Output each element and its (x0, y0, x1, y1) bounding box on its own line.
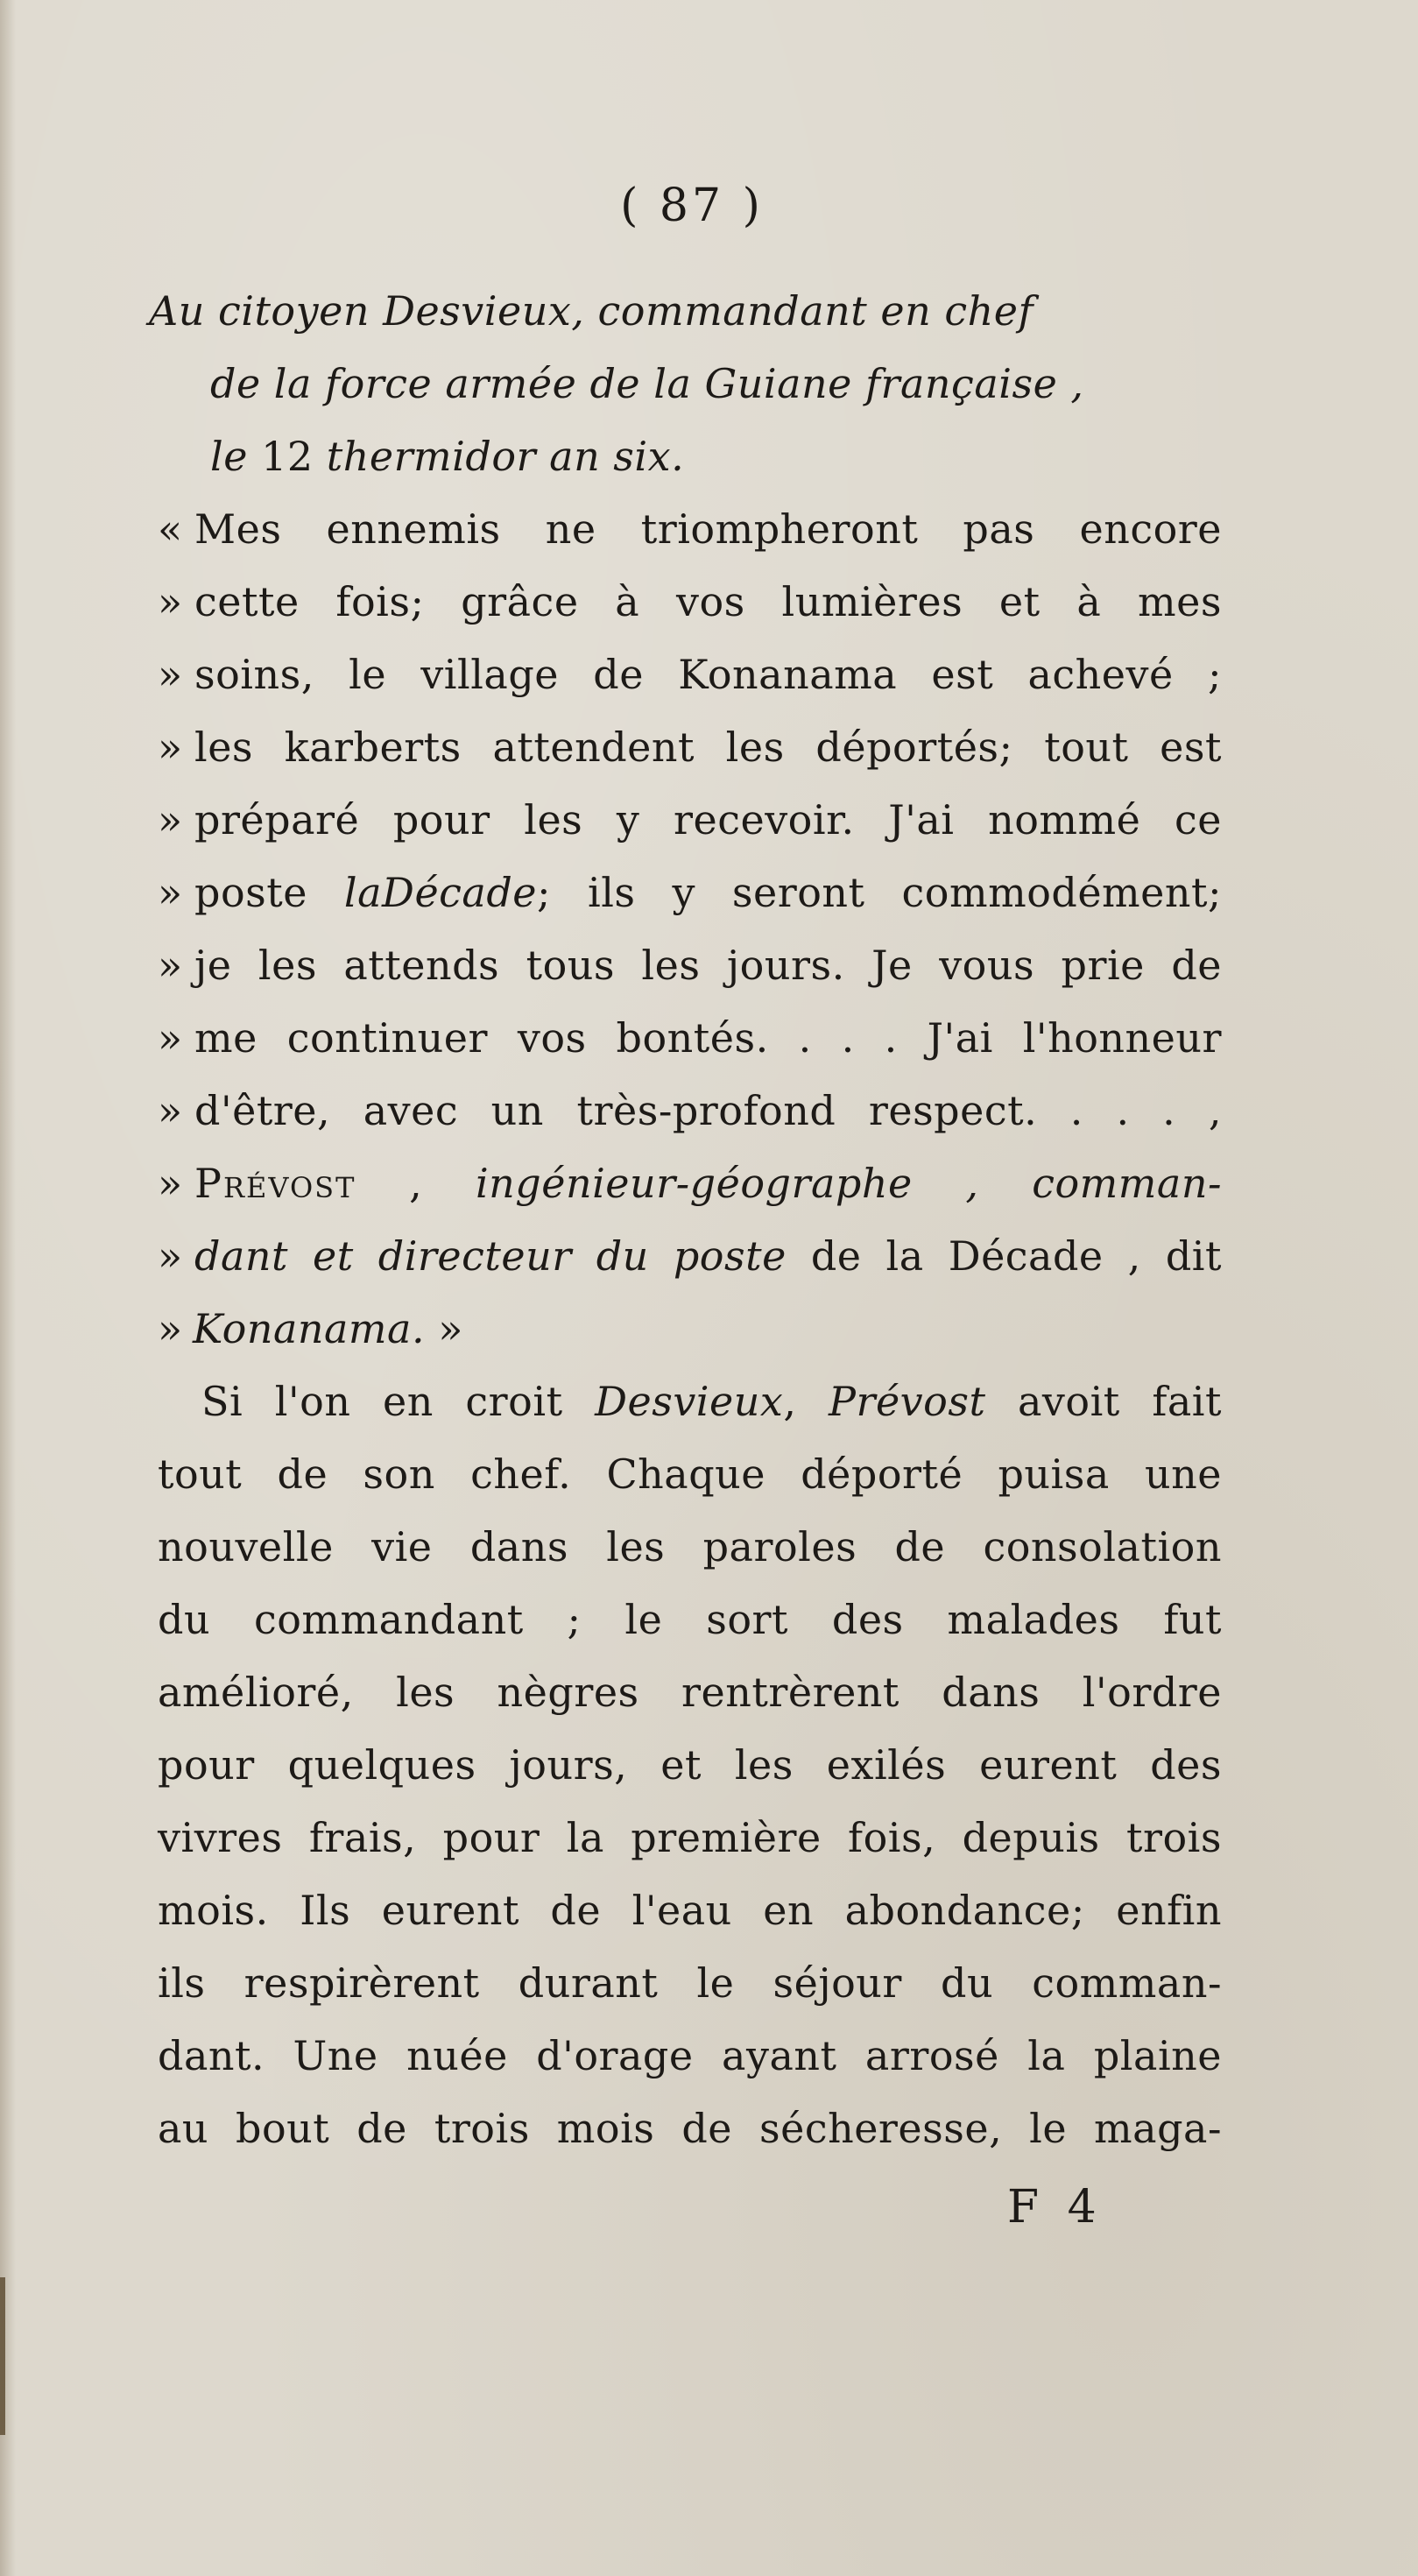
letter-line-1 (158, 503, 1222, 555)
signature-mark: F 4 (1007, 2181, 1104, 2234)
quote-mark: » (158, 578, 183, 625)
quote-mark: » (158, 1160, 183, 1207)
paragraph-line-9: ils respirèrent durant le séjour du comman- (158, 1959, 1222, 2007)
paragraph-line-7: vivres frais, pour la première fois, depuis trois (158, 1814, 1222, 1861)
paragraph-line-10: dant. Une nuée d'orage ayant arrosé la plaine (158, 2032, 1222, 2079)
quote-mark: » (158, 1014, 183, 1062)
paragraph-line-5: amélioré, les nègres rentrèrent dans l'ordre (158, 1669, 1222, 1716)
address-line-3-day: 12 (261, 433, 314, 480)
letter-line-10-sep: , (356, 1160, 476, 1207)
place-name-konanama: Konanama. (193, 1305, 426, 1352)
paragraph-line-1-text-a: Si l'on en croit (201, 1378, 596, 1425)
paragraph-line-1 (201, 1375, 1222, 1428)
letter-line-8-text: me continuer vos bontés. . . . J'ai l'honneur (194, 1014, 1222, 1062)
page-number-header: ( 87 ) (620, 180, 764, 232)
signatory-name: Prévost (194, 1160, 356, 1207)
letter-line-6-text-b: ; ils y seront commodément; (537, 869, 1223, 916)
letter-line-9-text: d'être, avec un très-profond respect. . . . , (194, 1087, 1222, 1134)
letter-line-6 (158, 866, 1222, 919)
paragraph-line-1-text-c: avoit fait (985, 1378, 1222, 1425)
paragraph-line-6: pour quelques jours, et les exilés eurent des (158, 1741, 1222, 1789)
letter-line-3-text: soins, le village de Konanama est achevé ; (194, 651, 1222, 698)
letter-line-10 (158, 1157, 1222, 1210)
quote-mark: » (158, 942, 183, 989)
letter-line-9 (158, 1084, 1222, 1137)
letter-line-2 (158, 575, 1222, 628)
letter-line-5-text: préparé pour les y recevoir. J'ai nommé ce (194, 796, 1222, 843)
address-line-3-prefix: le (210, 433, 262, 480)
letter-line-6-text-a: poste (194, 869, 344, 916)
letter-line-2-text: cette fois; grâce à vos lumières et à mes (194, 578, 1222, 625)
close-quote-mark: » (425, 1305, 463, 1352)
paragraph-line-8: mois. Ils eurent de l'eau en abondance; enfin (158, 1887, 1222, 1934)
signatory-title-part-1: ingénieur-géographe , comman- (475, 1160, 1222, 1207)
binding-edge-shadow (0, 2277, 5, 2435)
address-line-2: de la force armée de la Guiane française , (210, 360, 1084, 407)
quote-mark: » (158, 723, 183, 771)
name-desvieux: Desvieux (595, 1378, 784, 1425)
paragraph-line-11: au bout de trois mois de sécheresse, le maga- (158, 2105, 1222, 2152)
quote-mark: » (158, 651, 183, 698)
paragraph-line-3: nouvelle vie dans les paroles de consolation (158, 1523, 1222, 1570)
address-line-3-suffix: thermidor an six. (313, 433, 685, 480)
letter-line-11 (158, 1230, 1222, 1282)
letter-line-7-text: je les attends tous les jours. Je vous prie de (194, 942, 1222, 989)
letter-line-4-text: les karberts attendent les déportés; tout est (194, 723, 1222, 771)
address-line-3 (210, 430, 684, 483)
paragraph-line-2: tout de son chef. Chaque déporté puisa une (158, 1450, 1222, 1498)
name-prevost: Prévost (829, 1378, 986, 1425)
quote-mark: » (158, 1305, 183, 1352)
quote-mark: » (158, 1087, 183, 1134)
paragraph-line-4: du commandant ; le sort des malades fut (158, 1596, 1222, 1643)
letter-line-12 (158, 1302, 463, 1355)
letter-line-4 (158, 721, 1222, 773)
address-line-1: Au citoyen Desvieux, commandant en chef (149, 287, 1034, 335)
letter-line-11-text: de la Décade , dit (786, 1232, 1222, 1280)
quote-mark: » (158, 796, 183, 843)
letter-line-8 (158, 1012, 1222, 1064)
quote-mark: » (158, 869, 183, 916)
open-quote-mark: « (158, 505, 183, 553)
letter-line-5 (158, 794, 1222, 846)
paragraph-line-1-sep: , (783, 1378, 829, 1425)
letter-line-1-text: Mes ennemis ne triompheront pas encore (194, 505, 1222, 553)
letter-line-7 (158, 939, 1222, 992)
quote-mark: » (158, 1232, 183, 1280)
letter-line-3 (158, 648, 1222, 701)
post-name-decade: laDécade (343, 869, 538, 916)
signatory-title-part-2: dant et directeur du poste (194, 1232, 787, 1280)
